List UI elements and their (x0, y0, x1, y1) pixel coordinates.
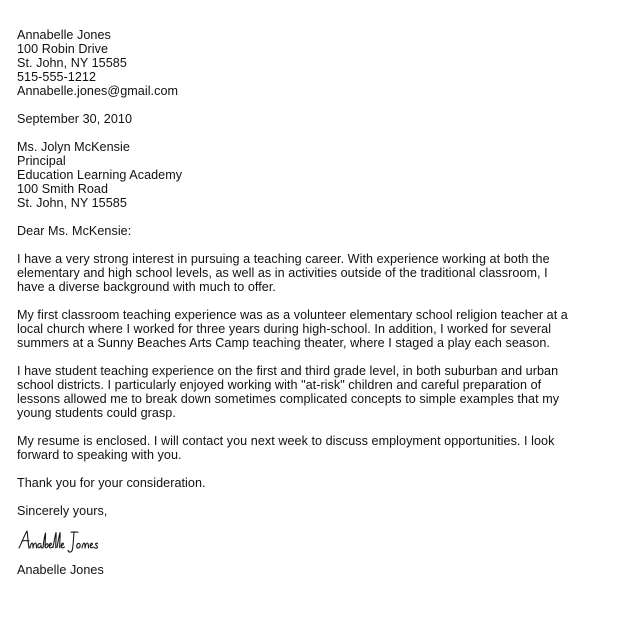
recipient-city-state-zip: St. John, NY 15585 (17, 196, 127, 210)
body-paragraph-thanks (17, 476, 607, 490)
letter-date (17, 112, 607, 126)
recipient-organization: Education Learning Academy (17, 168, 183, 182)
paragraph-line: local church where I worked for three years during high-school. In addition, I worked for several (17, 322, 552, 336)
signed-name: Anabelle Jones (17, 563, 104, 577)
recipient-street: 100 Smith Road (17, 182, 109, 196)
cover-letter (17, 28, 607, 577)
recipient-name: Ms. Jolyn McKensie (17, 140, 130, 154)
paragraph-line: I have a very strong interest in pursuing a teaching career. With experience working at both the (17, 252, 550, 266)
paragraph-line: My first classroom teaching experience was as a volunteer elementary school religion teacher at a (17, 308, 568, 322)
salutation (17, 224, 607, 238)
paragraph-line: I have student teaching experience on the first and third grade level, in both suburban and urban (17, 364, 559, 378)
body-paragraph-resume (17, 434, 607, 462)
date-text: September 30, 2010 (17, 112, 133, 126)
paragraph-line: My resume is enclosed. I will contact you next week to discuss employment opportunities. I look (17, 434, 555, 448)
salutation-text: Dear Ms. McKensie: (17, 224, 132, 238)
closing (17, 504, 607, 518)
handwritten-signature (17, 528, 117, 554)
paragraph-line: Thank you for your consideration. (17, 476, 206, 490)
paragraph-line: lessons allowed me to break down sometimes complicated concepts to simple examples that my (17, 392, 560, 406)
sender-phone: 515-555-1212 (17, 70, 97, 84)
paragraph-line: young students could grasp. (17, 406, 176, 420)
letter-body (17, 252, 607, 490)
sender-email: Annabelle.jones@gmail.com (17, 84, 179, 98)
sender-address-block (17, 28, 607, 98)
sender-name: Annabelle Jones (17, 28, 111, 42)
paragraph-line: have a diverse background with much to offer. (17, 280, 276, 294)
body-paragraph-student-teaching (17, 364, 607, 420)
body-paragraph-experience (17, 308, 607, 350)
recipient-address-block (17, 140, 607, 210)
closing-text: Sincerely yours, (17, 504, 108, 518)
recipient-title: Principal (17, 154, 66, 168)
paragraph-line: school districts. I particularly enjoyed working with "at-risk" children and careful preparation of (17, 378, 542, 392)
paragraph-line: forward to speaking with you. (17, 448, 182, 462)
signature-area (17, 518, 607, 558)
body-paragraph-interest (17, 252, 607, 294)
sender-city-state-zip: St. John, NY 15585 (17, 56, 127, 70)
paragraph-line: summers at a Sunny Beaches Arts Camp teaching theater, where I staged a play each season. (17, 336, 550, 350)
paragraph-line: elementary and high school levels, as well as in activities outside of the traditional classroom, I (17, 266, 548, 280)
sender-street: 100 Robin Drive (17, 42, 109, 56)
